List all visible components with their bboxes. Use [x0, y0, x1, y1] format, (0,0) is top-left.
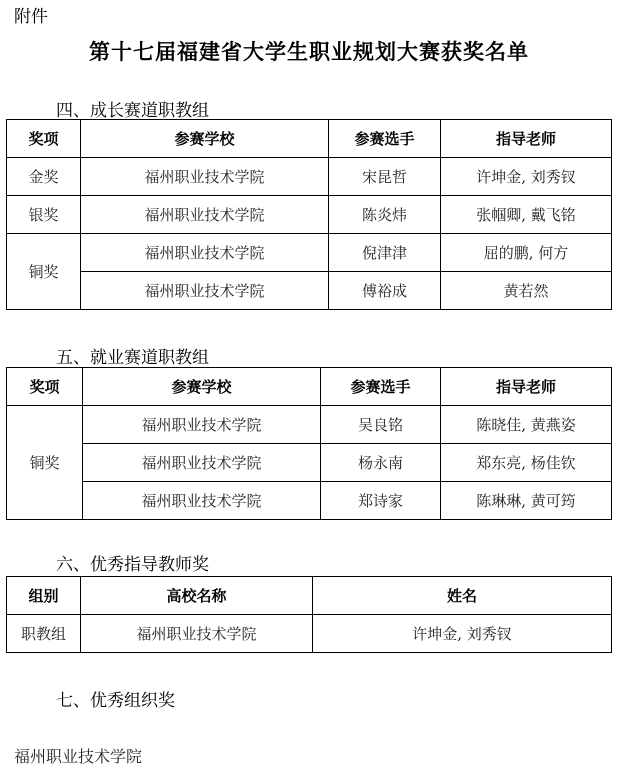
- col-header-award: 奖项: [7, 368, 83, 406]
- table-row: [7, 234, 612, 272]
- award-cell: 铜奖: [7, 234, 81, 310]
- student-cell: 郑诗家: [321, 482, 441, 520]
- attachment-label: 附件: [14, 7, 48, 27]
- school-cell: 福州职业技术学院: [81, 196, 329, 234]
- student-cell: 吴良铭: [321, 406, 441, 444]
- table-row: [7, 444, 612, 482]
- award-cell: 银奖: [7, 196, 81, 234]
- page-title: 第十七届福建省大学生职业规划大赛获奖名单: [89, 39, 529, 64]
- table-row: [7, 196, 612, 234]
- award-cell: 铜奖: [7, 406, 83, 520]
- table-row: [7, 406, 612, 444]
- teacher-cell: 张帼卿, 戴飞铭: [441, 196, 612, 234]
- section-4-heading: 四、成长赛道职教组: [56, 101, 209, 121]
- table-employment-track: [6, 367, 612, 520]
- award-cell: 金奖: [7, 158, 81, 196]
- teacher-cell: 陈琳琳, 黄可筠: [441, 482, 612, 520]
- col-header-teacher: 指导老师: [441, 368, 612, 406]
- teacher-cell: 陈晓佳, 黄燕姿: [441, 406, 612, 444]
- col-header-school: 参赛学校: [81, 120, 329, 158]
- col-header-name: 姓名: [313, 577, 612, 615]
- col-header-teacher: 指导老师: [441, 120, 612, 158]
- student-cell: 倪津津: [329, 234, 441, 272]
- school-cell: 福州职业技术学院: [83, 406, 321, 444]
- table-header-row: [7, 120, 612, 158]
- col-header-student: 参赛选手: [329, 120, 441, 158]
- table-row: [7, 615, 612, 653]
- table-header-row: [7, 577, 612, 615]
- section-5-heading: 五、就业赛道职教组: [56, 348, 209, 368]
- teacher-cell: 许坤金, 刘秀钗: [441, 158, 612, 196]
- table-excellent-instructor: [6, 576, 612, 653]
- table-row: [7, 158, 612, 196]
- student-cell: 陈炎炜: [329, 196, 441, 234]
- organization-award-school: 福州职业技术学院: [14, 747, 143, 766]
- table-growth-track: [6, 119, 612, 310]
- teacher-cell: 黄若然: [441, 272, 612, 310]
- name-cell: 许坤金, 刘秀钗: [313, 615, 612, 653]
- col-header-school: 高校名称: [81, 577, 313, 615]
- table-header-row: [7, 368, 612, 406]
- student-cell: 杨永南: [321, 444, 441, 482]
- school-cell: 福州职业技术学院: [81, 234, 329, 272]
- col-header-school: 参赛学校: [83, 368, 321, 406]
- table-row: [7, 482, 612, 520]
- section-7-heading: 七、优秀组织奖: [56, 691, 175, 711]
- col-header-award: 奖项: [7, 120, 81, 158]
- group-cell: 职教组: [7, 615, 81, 653]
- table-row: [7, 272, 612, 310]
- teacher-cell: 郑东亮, 杨佳钦: [441, 444, 612, 482]
- school-cell: 福州职业技术学院: [81, 158, 329, 196]
- school-cell: 福州职业技术学院: [81, 615, 313, 653]
- student-cell: 宋昆哲: [329, 158, 441, 196]
- school-cell: 福州职业技术学院: [83, 482, 321, 520]
- col-header-group: 组别: [7, 577, 81, 615]
- teacher-cell: 屈的鹏, 何方: [441, 234, 612, 272]
- student-cell: 傅裕成: [329, 272, 441, 310]
- section-6-heading: 六、优秀指导教师奖: [56, 555, 209, 575]
- school-cell: 福州职业技术学院: [83, 444, 321, 482]
- school-cell: 福州职业技术学院: [81, 272, 329, 310]
- col-header-student: 参赛选手: [321, 368, 441, 406]
